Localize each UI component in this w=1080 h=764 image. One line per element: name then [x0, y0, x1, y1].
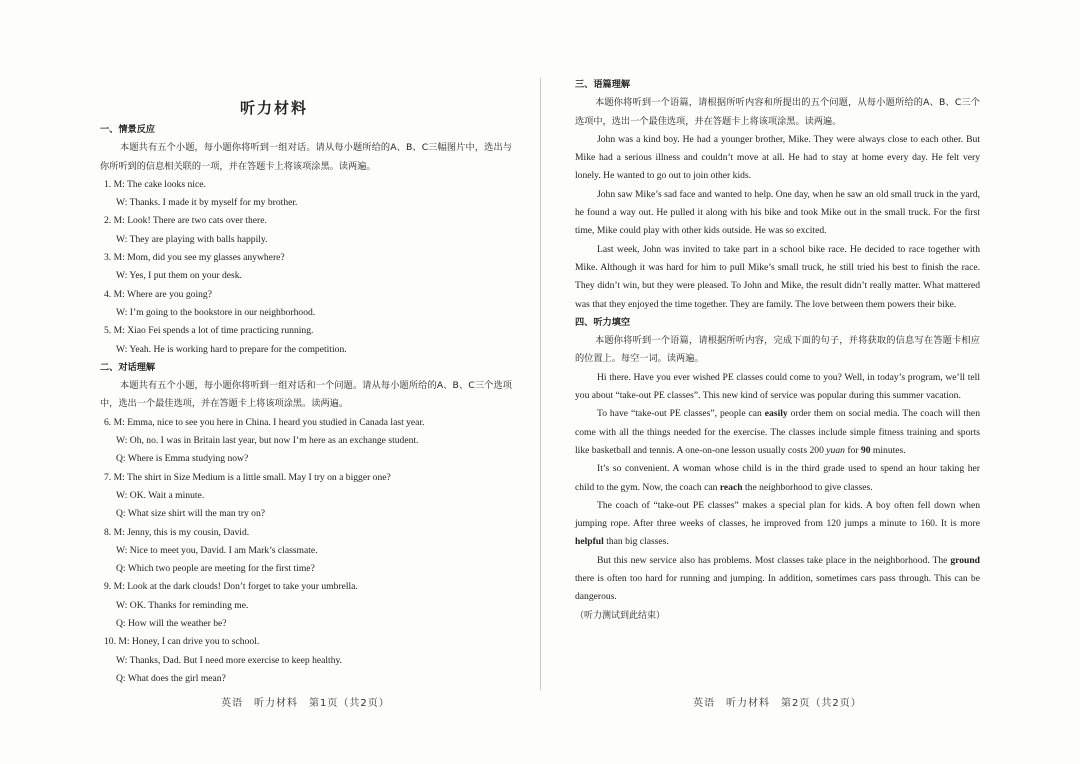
dialog-line: W: Nice to meet you, David. I am Mark’s classmate.: [116, 544, 318, 556]
section-intro-4: 本题你将听到一个语篇，请根据所听内容，完成下面的句子，并将获取的信息写在答题卡相应的位置上。每空一词。读两遍。: [575, 335, 980, 365]
section-intro-2: 本题共有五个小题，每小题你将听到一组对话和一个问题。请从每小题所给的A、B、C三个选项中，选出一个最佳选项，并在答题卡上将该项涂黑。读两遍。: [100, 380, 512, 410]
text-span: the neighborhood to give classes.: [742, 481, 873, 493]
dialog-line: 4. M: Where are you going?: [104, 288, 212, 300]
passage-paragraph: [575, 552, 980, 607]
question-line: Q: What size shirt will the man try on?: [116, 508, 266, 520]
dialog-line: 2. M: Look! There are two cats over there.: [104, 215, 267, 227]
answer-word: helpful: [575, 536, 604, 548]
text-span: for: [844, 444, 861, 456]
dialog-line: W: Yeah. He is working hard to prepare for the competition.: [116, 343, 347, 355]
page-divider: [540, 78, 541, 690]
dialog-line: 8. M: Jenny, this is my cousin, David.: [104, 526, 250, 538]
passage-paragraph: John saw Mike’s sad face and wanted to help. One day, when he saw an old small truck in the yard, he found a way out. He pulled it along with his bike and took Mike out in the small truck. For the first time, Mike could play with other kids outside. He was so excited.: [575, 188, 980, 237]
section-intro-1: 本题共有五个小题，每小题你将听到一组对话。请从每小题所给的A、B、C三幅图片中，选出与你所听到的信息相关联的一项，并在答题卡上将该项涂黑。读两遍。: [100, 142, 512, 172]
text-span: order them on social media. The coach will then come with all the things needed for the exercise. The classes include simple fitness training and sports like basketball and tennis. A one-on-one lesson usually costs 200: [575, 408, 980, 456]
text-span: yuan: [826, 444, 845, 456]
dialog-line: W: I’m going to the bookstore in our neighborhood.: [116, 306, 316, 318]
dialog-line: 6. M: Emma, nice to see you here in China. I heard you studied in Canada last year.: [104, 416, 425, 428]
text-span: To have “take-out PE classes”, people can: [597, 408, 765, 420]
passage-paragraph: [575, 497, 980, 552]
section-heading-2: 二、对话理解: [100, 361, 156, 373]
text-span: there is often too hard for running and jumping. In addition, sometimes cars pass through. This can be dangerous.: [575, 573, 980, 603]
dialog-line: W: OK. Thanks for reminding me.: [116, 599, 249, 611]
dialog-line: 5. M: Xiao Fei spends a lot of time practicing running.: [104, 325, 314, 337]
answer-word: reach: [719, 481, 743, 493]
right-content: [575, 76, 980, 625]
page-title: 听力材料: [239, 99, 308, 117]
question-line: Q: Which two people are meeting for the first time?: [116, 563, 315, 575]
question-line: Q: How will the weather be?: [116, 618, 227, 630]
text-span: minutes.: [870, 444, 906, 456]
dialog-line: W: OK. Wait a minute.: [116, 489, 205, 501]
page-footer-right: 英语 听力材料 第2页（共2页）: [693, 698, 862, 709]
question-line: Q: Where is Emma studying now?: [116, 453, 249, 465]
dialog-line: W: Thanks. I made it by myself for my brother.: [116, 197, 298, 209]
end-note: （听力测试到此结束）: [575, 610, 666, 621]
dialog-line: W: Oh, no. I was in Britain last year, but now I’m here as an exchange student.: [116, 435, 419, 447]
text-span: The coach of “take-out PE classes” makes a special plan for kids. A boy often fell down when jumping rope. After three weeks of classes, he improved from 120 jumps a minute to 160. It is more: [575, 499, 980, 530]
question-line: Q: What does the girl mean?: [116, 672, 226, 684]
dialog-line: 1. M: The cake looks nice.: [104, 178, 206, 190]
dialog-line: 7. M: The shirt in Size Medium is a little small. May I try on a bigger one?: [104, 471, 391, 483]
dialog-line: 9. M: Look at the dark clouds! Don’t forget to take your umbrella.: [104, 581, 358, 593]
text-span: But this new service also has problems. Most classes take place in the neighborhood. The: [597, 554, 951, 566]
answer-word: easily: [764, 408, 788, 420]
page-footer-left: 英语 听力材料 第1页（共2页）: [221, 698, 390, 709]
section-heading-4: 四、听力填空: [575, 316, 631, 328]
answer-word: 90: [860, 444, 871, 456]
passage-paragraph: [575, 405, 980, 460]
section-heading-3: 三、语篇理解: [575, 79, 631, 90]
left-content: [100, 121, 512, 688]
dialog-line: 10. M: Honey, I can drive you to school.: [104, 636, 260, 648]
dialog-line: 3. M: Mom, did you see my glasses anywhere?: [104, 252, 285, 264]
section-heading-1: 一、情景反应: [100, 124, 156, 135]
dialog-line: W: Yes, I put them on your desk.: [116, 270, 242, 282]
passage-paragraph: John was a kind boy. He had a younger brother, Mike. They were always close to each other. But Mike had a serious illness and couldn’t move at all. He had to stay at home every day. He felt very lonely. He wanted to go out to join other kids.: [575, 133, 980, 182]
text-span: It’s so convenient. A woman whose child is in the third grade used to spend an hour taking her child to the gym. Now, the coach can: [575, 463, 980, 493]
passage-paragraph: Hi there. Have you ever wished PE classes could come to you? Well, in today’s program, we’ll tell you about “take-out PE classes”. This new kind of service was popular during this summer vacation.: [575, 371, 980, 402]
section-intro-3: 本题你将听到一个语篇，请根据所听内容和所提出的五个问题，从每小题所给的A、B、C三个选项中，选出一个最佳选项，并在答题卡上将该项涂黑。读两遍。: [575, 97, 980, 127]
dialog-line: W: Thanks, Dad. But I need more exercise to keep healthy.: [116, 654, 343, 666]
text-span: than big classes.: [603, 536, 669, 548]
passage-paragraph: Last week, John was invited to take part in a school bike race. He decided to race together with Mike. Although it was hard for him to pull Mike’s small truck, he still tried his best to finish the race. They didn’t win, but they were pleased. To John and Mike, the result didn’t really matter. What mattered was that they enjoyed the time together. They are family. The love between them powers their bike.: [575, 243, 980, 310]
dialog-line: W: They are playing with balls happily.: [116, 233, 268, 245]
passage-paragraph: [575, 460, 980, 497]
answer-word: ground: [950, 554, 980, 566]
